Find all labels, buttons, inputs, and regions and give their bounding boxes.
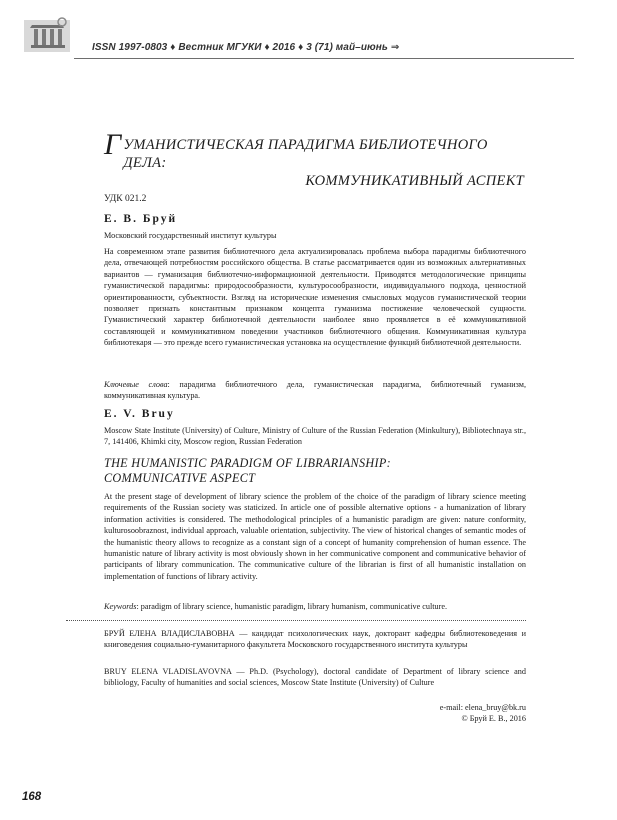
title-ru-line-1: УМАНИСТИЧЕСКАЯ ПАРАДИГМА БИБЛИОТЕЧНОГО ДЕЛА: <box>123 137 488 171</box>
title-en-line-1: THE HUMANISTIC PARADIGM OF LIBRARIANSHIP: <box>104 456 391 470</box>
keywords-en-label: Keywords <box>104 602 137 611</box>
running-header <box>92 42 399 53</box>
keywords-ru-label: Ключевые слова <box>104 380 168 389</box>
author-email: e-mail: elena_bruy@bk.ru <box>439 703 526 712</box>
title-en-line-2: COMMUNICATIVE ASPECT <box>104 471 256 485</box>
keywords-en <box>104 601 526 612</box>
header-sep-1: ♦ <box>170 42 176 53</box>
title-ru-line-2: КОММУНИКАТИВНЫЙ АСПЕКТ <box>305 173 524 189</box>
header-issn: ISSN 1997-0803 <box>92 42 168 53</box>
udk-code: УДК 021.2 <box>104 194 147 204</box>
abstract-ru: На современном этапе развития библиотечного дела актуализировалась проблема выбора парадигмы библиотечного дела, отвечающей потребностям российского общества. В статье рассматривается один из возможных альтернативных вариантов — гуманизация библиотечно-информационной деятельности. Приводятся методологические принципы гуманистической парадигмы: природосообразности, культуросообразности, индивидуального подхода, ценностной ориентированности, субъектности. Взгляд на исторические изменения смысловых модусов гуманистической теории позволяет признать константным признаком концепта гуманизма постижение человеческой сущности. Гуманистический характер библиотечной деятельности наиболее явно проявляется в её коммуникативной составляющей и коммуникативном поведении участников библиотечного общения. Коммуникативная культура библиотекаря — это прежде всего гуманистическая установка на осуществление функций библиотечной деятельности. <box>104 247 526 348</box>
copyright-note: © Бруй Е. В., 2016 <box>461 714 526 723</box>
keywords-ru <box>104 379 526 402</box>
header-sep-2: ♦ <box>264 42 270 53</box>
article-title-ru <box>104 128 524 190</box>
affiliation-ru: Московский государственный институт культуры <box>104 231 277 240</box>
bio-en-name: BRUY ELENA VLADISLAVOVNA <box>104 667 232 676</box>
author-bio-en <box>104 666 526 689</box>
keywords-ru-text: : парадигма библиотечного дела, гуманистическая парадигма, библиотечный гуманизм, коммуникативная культура. <box>104 380 526 401</box>
author-ru: Е. В. Бруй <box>104 213 178 225</box>
header-arrow-icon: ⇒ <box>390 42 400 53</box>
bio-ru-name: БРУЙ ЕЛЕНА ВЛАДИСЛАВОВНА <box>104 629 235 638</box>
header-issue: 3 (71) май–июнь <box>306 42 388 53</box>
dotted-divider <box>66 620 526 621</box>
author-bio-ru <box>104 628 526 651</box>
keywords-en-text: : paradigm of library science, humanistic paradigm, library humanism, communicative culture. <box>136 602 448 611</box>
bio-ru-text: — кандидат психологических наук, докторант кафедры библиотековедения и книговедения социально-гуманитарного факультета Московского государственного института культуры <box>104 629 526 650</box>
title-drop-cap: Г <box>104 128 122 161</box>
header-rule <box>74 58 574 59</box>
affiliation-en: Moscow State Institute (University) of Culture, Ministry of Culture of the Russian Federation (Minkultury), Bibliotechnaya str., 7, 141406, Khimki city, Moscow region, Russian Federation <box>104 426 526 447</box>
abstract-en: At the present stage of development of library science the problem of the choice of the paradigm of library science meeting requirements of the Russian society was staticized. In article one of possible alternative options - a humanization of library information activities is considered. The methodological principles of a humanistic paradigm are given: nature conformity, kulturosoobraznost, individual approach, valuable orientation, subjectivity. The view of historical changes of semantic modes of the humanistic theory allows to recognize as a constant sign of a concept of humanity comprehension of human essence. The humanistic nature of library activity is most obviously shown in her communicative component and communicative behavior of participants of library communication. The communicative culture of the librarian is first of all humanistic installation on implementation of functions of library activity. <box>104 492 526 581</box>
page-number: 168 <box>22 791 42 803</box>
journal-logo-icon <box>22 14 72 54</box>
header-year: 2016 <box>272 42 296 53</box>
article-title-en <box>104 456 526 486</box>
header-journal: Вестник МГУКИ <box>178 42 262 53</box>
header-sep-3: ♦ <box>298 42 304 53</box>
bio-en-text: — Ph.D. (Psychology), doctoral candidate of Department of library science and bibliology, Faculty of humanities and social sciences, Moscow State Institute (University) of Culture <box>104 667 526 688</box>
author-en: E. V. Bruy <box>104 408 175 420</box>
